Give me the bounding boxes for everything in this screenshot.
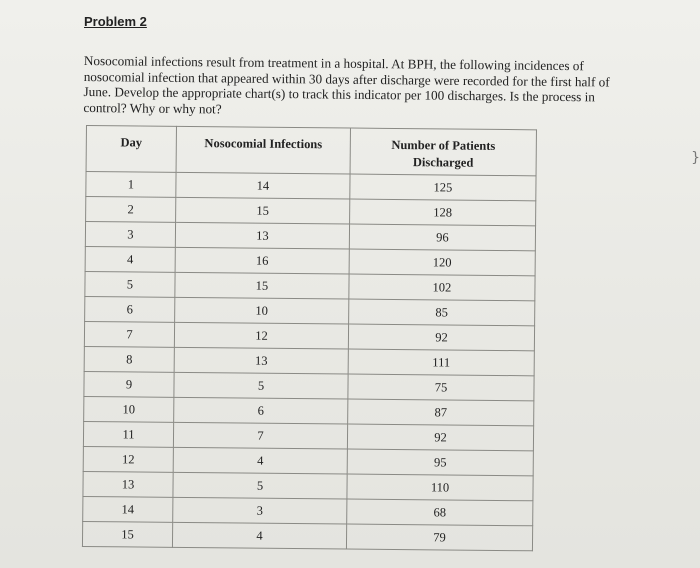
- cell-infections: 6: [174, 397, 348, 424]
- cell-discharged: 92: [347, 424, 533, 451]
- cell-discharged: 95: [347, 449, 533, 476]
- cell-day: 13: [83, 471, 173, 497]
- cell-discharged: 79: [346, 524, 532, 551]
- cell-infections: 12: [174, 322, 348, 349]
- cell-discharged: 110: [347, 474, 533, 501]
- cell-day: 3: [85, 222, 175, 248]
- cell-infections: 5: [174, 372, 348, 399]
- cell-discharged: 85: [349, 299, 535, 326]
- cell-infections: 13: [174, 347, 348, 374]
- cell-discharged: 111: [348, 349, 534, 376]
- cell-day: 9: [84, 371, 174, 397]
- cell-infections: 3: [173, 497, 347, 524]
- problem-title: Problem 2: [84, 14, 147, 29]
- cell-infections: 15: [176, 197, 350, 224]
- cell-infections: 13: [175, 222, 349, 249]
- cell-day: 10: [84, 396, 174, 422]
- cell-day: 4: [85, 246, 175, 272]
- cell-discharged: 92: [348, 324, 534, 351]
- cell-discharged: 75: [348, 374, 534, 401]
- cell-discharged: 102: [349, 274, 535, 301]
- problem-statement: Nosocomial infections result from treatment in a hospital. At BPH, the following incidences of nosocomial infection that appeared within 30 days after discharge were recorded for the first half of June. Develop the appropriate chart(s) to track this indicator per 100 discharges. Is the process in control? Why or why not?: [83, 53, 610, 116]
- cell-discharged: 128: [350, 199, 536, 226]
- table-header-row: [86, 126, 536, 176]
- header-patients-discharged-line2: Discharged: [412, 155, 474, 170]
- cell-discharged: 120: [349, 249, 535, 276]
- page-edge-brace: }: [691, 150, 700, 166]
- cell-day: 5: [85, 271, 175, 297]
- infections-table: [82, 125, 537, 551]
- cell-infections: 14: [176, 172, 350, 199]
- data-table-container: [82, 125, 537, 551]
- cell-day: 14: [83, 496, 173, 522]
- cell-day: 12: [83, 446, 173, 472]
- cell-discharged: 87: [348, 399, 534, 426]
- cell-day: 11: [83, 421, 173, 447]
- cell-day: 1: [86, 172, 176, 198]
- cell-infections: 5: [173, 472, 347, 499]
- cell-day: 8: [84, 346, 174, 372]
- cell-day: 2: [86, 197, 176, 223]
- table-body: [82, 172, 536, 551]
- cell-day: 7: [84, 321, 174, 347]
- cell-infections: 4: [172, 522, 346, 549]
- cell-discharged: 125: [350, 174, 536, 201]
- cell-infections: 7: [173, 422, 347, 449]
- cell-discharged: 96: [349, 224, 535, 251]
- header-patients-discharged-line1: Number of Patients: [391, 137, 496, 153]
- table-row: [82, 521, 532, 550]
- cell-infections: 16: [175, 247, 349, 274]
- cell-infections: 10: [175, 297, 349, 324]
- cell-day: 15: [82, 521, 172, 547]
- header-day: Day: [86, 126, 176, 173]
- cell-infections: 4: [173, 447, 347, 474]
- cell-discharged: 68: [347, 499, 533, 526]
- header-patients-discharged: [350, 128, 536, 176]
- cell-infections: 15: [175, 272, 349, 299]
- header-nosocomial-infections: Nosocomial Infections: [176, 126, 350, 174]
- cell-day: 6: [85, 296, 175, 322]
